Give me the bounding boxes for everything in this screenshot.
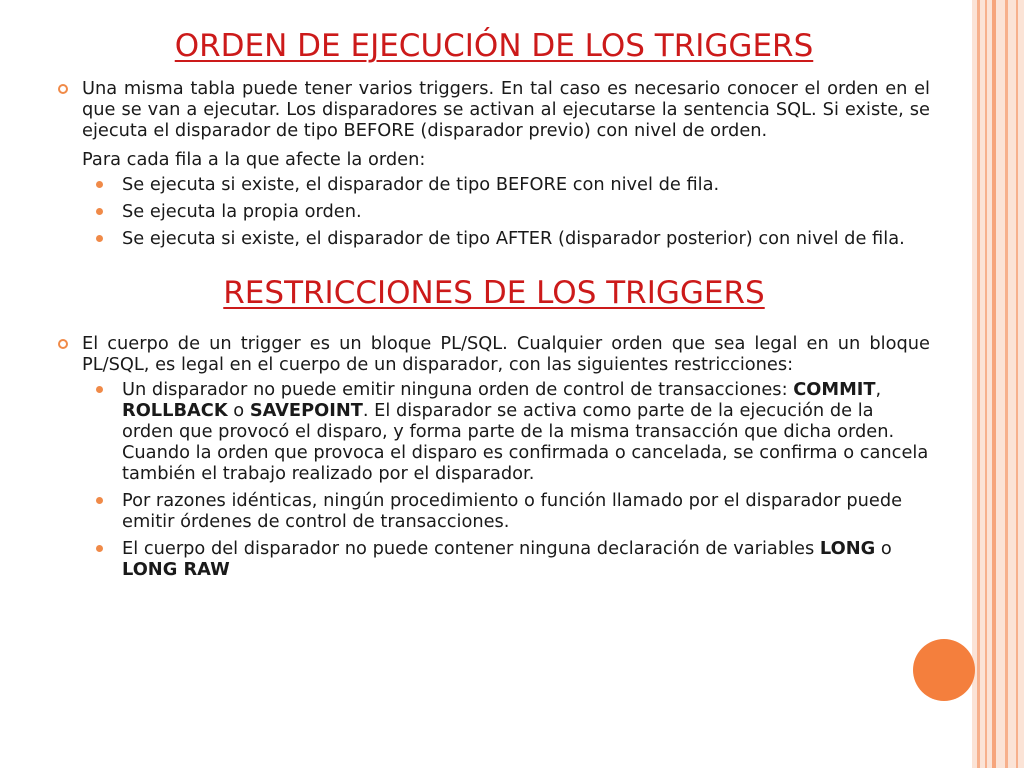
stripe: [977, 0, 980, 768]
list-item: Se ejecuta la propia orden.: [122, 201, 930, 222]
restrictions-intro-text: El cuerpo de un trigger es un bloque PL/SQL. Cualquier orden que sea legal en un bloque PL/SQL, es legal en el cuerpo de un disparador, con las siguientes restricciones:: [82, 333, 930, 375]
dot-bullet-icon: [96, 386, 103, 393]
order-continuation-paragraph: [58, 149, 930, 170]
ring-bullet-icon: [58, 339, 68, 349]
dot-bullet-icon: [96, 181, 103, 188]
stripe: [985, 0, 987, 768]
order-steps-list: [58, 174, 930, 249]
dot-bullet-icon: [96, 235, 103, 242]
ring-bullet-icon: [58, 84, 68, 94]
restrictions-intro-paragraph: [58, 333, 930, 375]
keyword-rollback: ROLLBACK: [122, 400, 228, 421]
slide-content: [58, 28, 930, 586]
list-item: Por razones idénticas, ningún procedimiento o función llamado por el disparador puede emitir órdenes de control de transacciones.: [122, 490, 930, 532]
section-title-order: ORDEN DE EJECUCIÓN DE LOS TRIGGERS: [174, 28, 814, 64]
section-title-restrictions: RESTRICCIONES DE LOS TRIGGERS: [223, 275, 765, 311]
order-intro-paragraph: [58, 78, 930, 141]
order-intro-text: Una misma tabla puede tener varios triggers. En tal caso es necesario conocer el orden en el que se van a ejecutar. Los disparadores se activan al ejecutarse la sentencia SQL. Si existe, se ejecuta el disparador de tipo BEFORE (disparador previo) con nivel de orden.: [82, 78, 930, 141]
list-item: El cuerpo del disparador no puede contener ninguna declaración de variables LONG o LONG RAW: [122, 538, 930, 580]
stripe: [1005, 0, 1008, 768]
restrictions-list: [58, 379, 930, 580]
list-item: Se ejecuta si existe, el disparador de tipo BEFORE con nivel de fila.: [122, 174, 930, 195]
dot-bullet-icon: [96, 545, 103, 552]
dot-bullet-icon: [96, 208, 103, 215]
keyword-commit: COMMIT: [793, 379, 876, 400]
decorative-stripes: [972, 0, 1024, 768]
stripe: [992, 0, 996, 768]
order-continuation-text: Para cada fila a la que afecte la orden:: [82, 149, 426, 170]
decorative-circle: [913, 639, 975, 701]
keyword-long-raw: LONG RAW: [122, 559, 230, 580]
list-item: Se ejecuta si existe, el disparador de tipo AFTER (disparador posterior) con nivel de fila.: [122, 228, 930, 249]
list-item: Un disparador no puede emitir ninguna orden de control de transacciones: COMMIT, ROLLBACK o SAVEPOINT. El disparador se activa como parte de la ejecución de la orden que provocó el disparo, y forma parte de la misma transacción que dicha orden. Cuando la orden que provoca el disparo es confirmada o cancelada, se confirma o cancela también el trabajo realizado por el disparador.: [122, 379, 930, 484]
keyword-long: LONG: [819, 538, 876, 559]
dot-bullet-icon: [96, 497, 103, 504]
keyword-savepoint: SAVEPOINT: [249, 400, 363, 421]
stripe: [1016, 0, 1018, 768]
